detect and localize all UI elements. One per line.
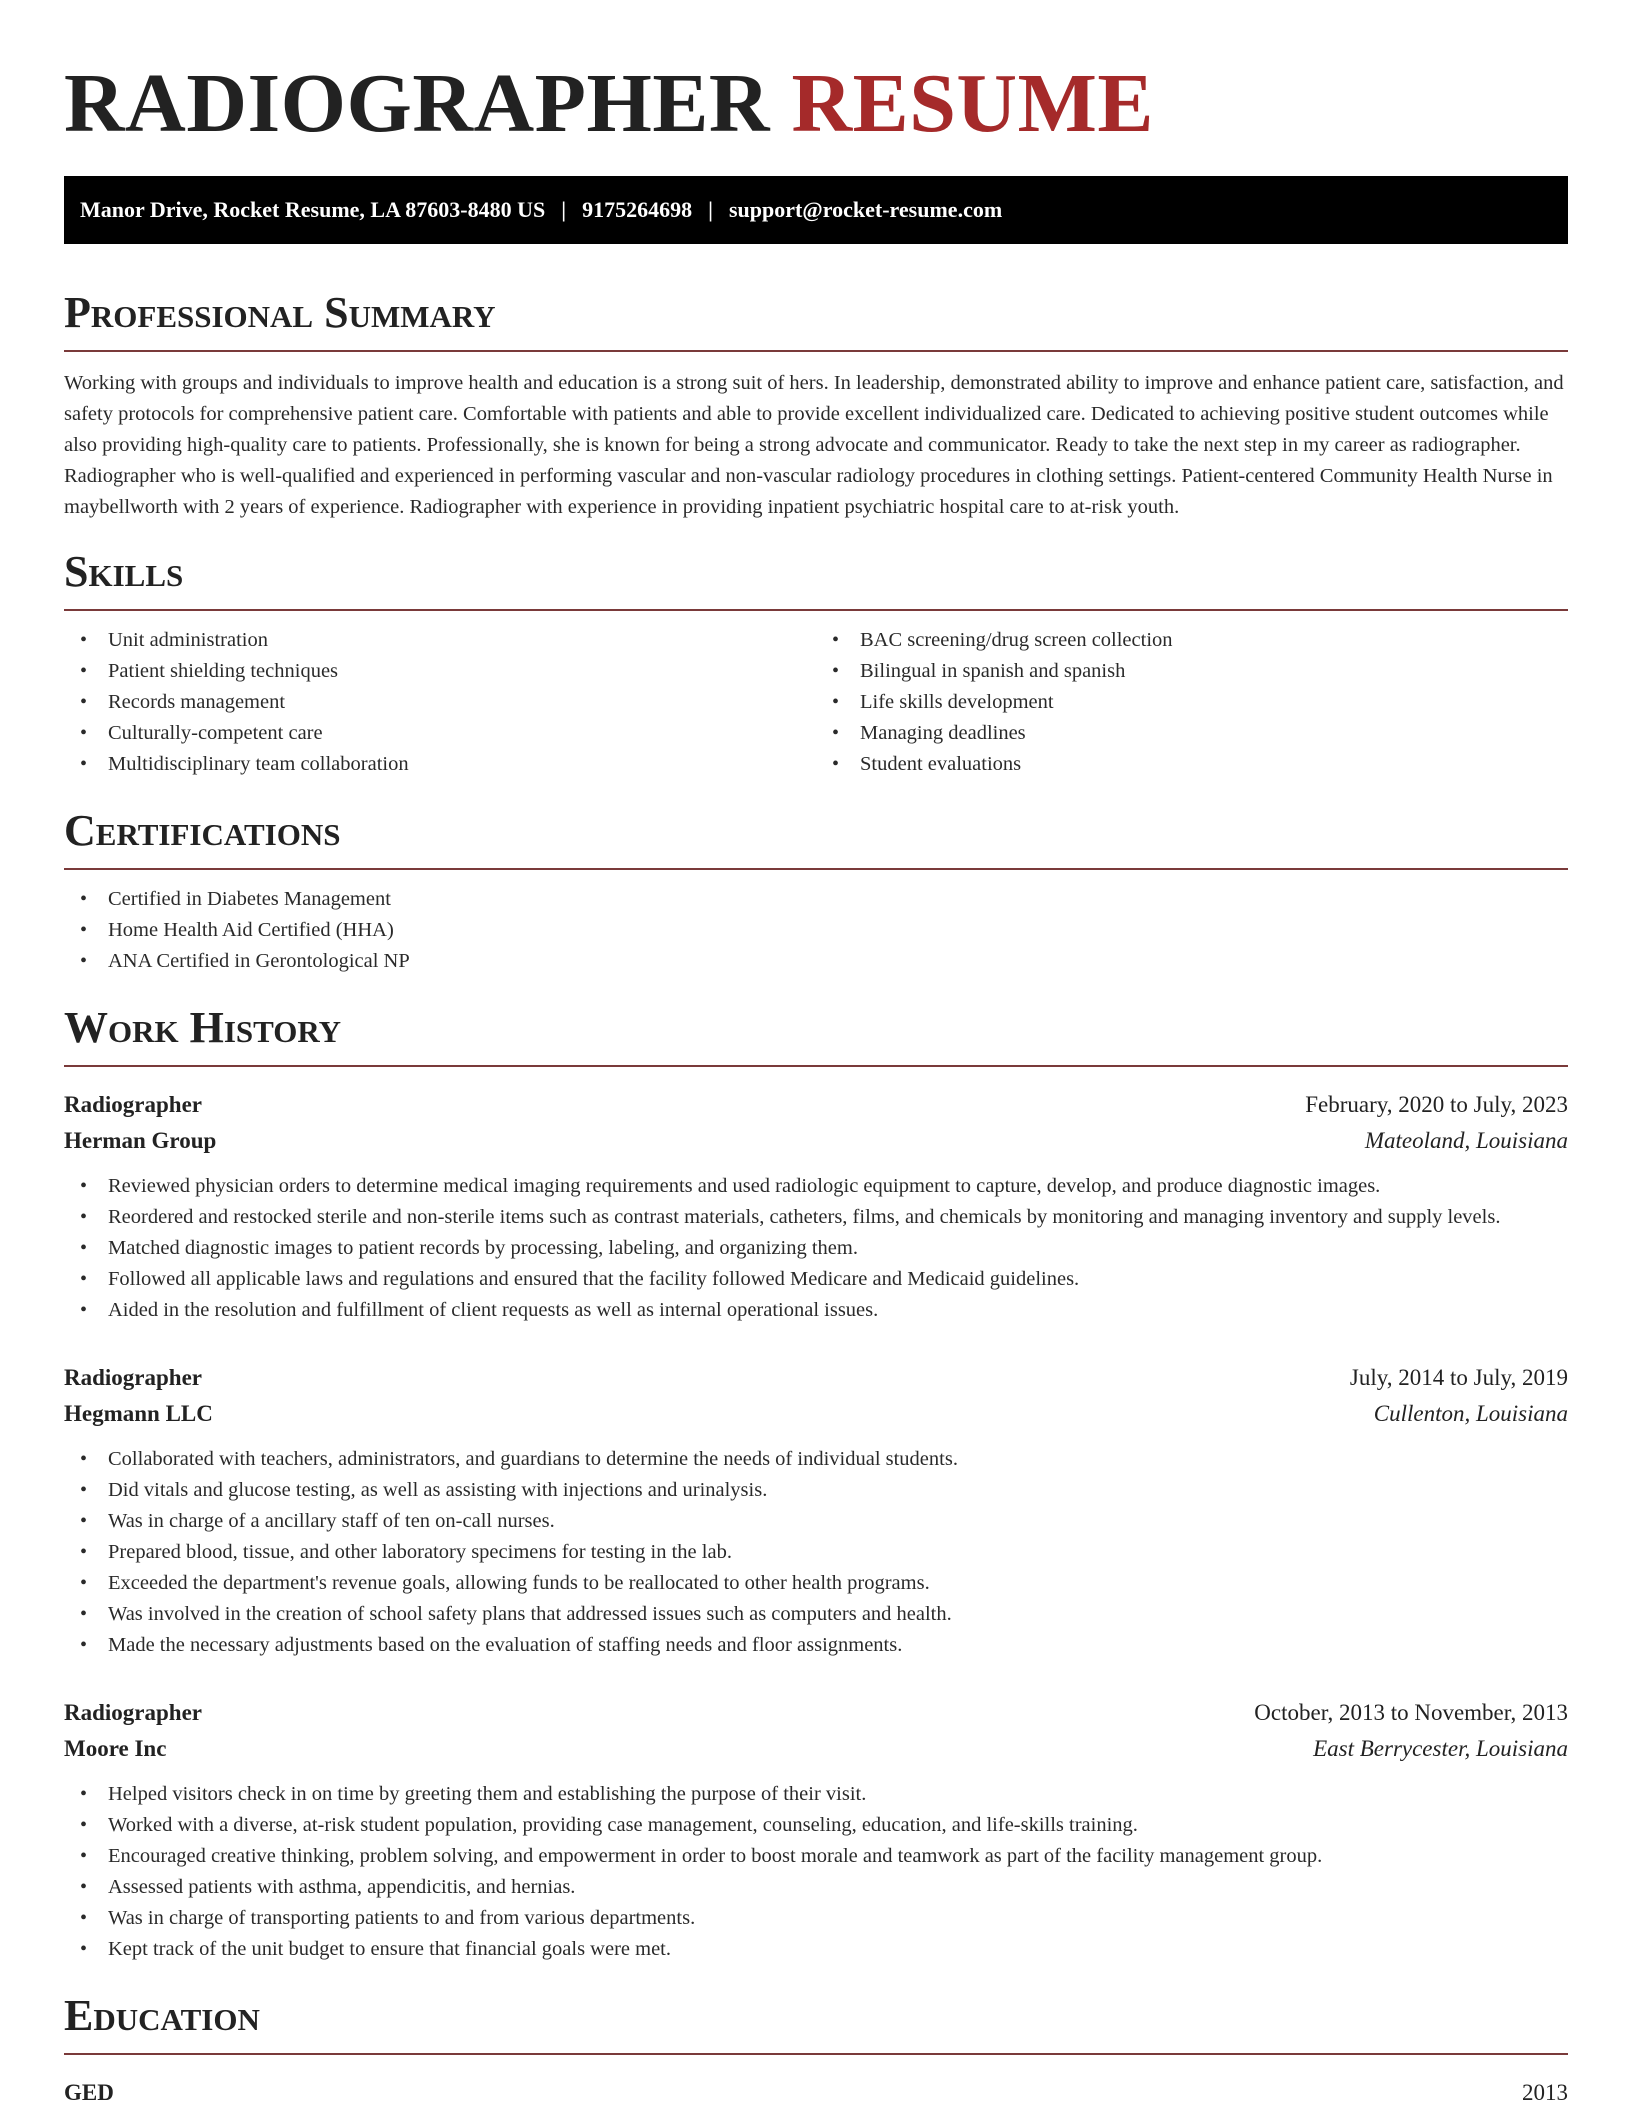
work-history-section — [64, 1003, 1568, 1965]
summary-section — [64, 288, 1568, 523]
duty-item: • Followed all applicable laws and regulations and ensured that the facility followed Medicare and Medicaid guidelines. — [64, 1264, 1568, 1295]
title-main: RADIOGRAPHER — [64, 57, 771, 150]
job-company: Hegmann LLC — [64, 1401, 213, 1426]
duty-item: • Did vitals and glucose testing, as well as assisting with injections and urinalysis. — [64, 1475, 1568, 1506]
education-degree: GED — [64, 2080, 114, 2105]
job-title: Radiographer — [64, 1092, 202, 1117]
duty-item: • Kept track of the unit budget to ensure that financial goals were met. — [64, 1934, 1568, 1965]
duty-item: • Exceeded the department's revenue goals, allowing funds to be reallocated to other health programs. — [64, 1568, 1568, 1599]
duty-item: • Assessed patients with asthma, appendicitis, and hernias. — [64, 1872, 1568, 1903]
job-dates: October, 2013 to November, 2013 — [1254, 1700, 1568, 1725]
job-dates: February, 2020 to July, 2023 — [1305, 1092, 1568, 1117]
duty-item: • Reviewed physician orders to determine medical imaging requirements and used radiologic equipment to capture, develop, and produce diagnostic images. — [64, 1171, 1568, 1202]
certifications-heading: Certifications — [64, 806, 1568, 870]
job-location: East Berrycester, Louisiana — [1313, 1736, 1568, 1761]
skills-list-right — [816, 625, 1568, 780]
resume-title — [64, 0, 1568, 152]
skill-item: • Culturally-competent care — [64, 718, 816, 749]
duty-item: • Encouraged creative thinking, problem solving, and empowerment in order to boost morale and teamwork as part of the facility management group. — [64, 1841, 1568, 1872]
certifications-section — [64, 806, 1568, 977]
skill-item: • Bilingual in spanish and spanish — [816, 656, 1568, 687]
contact-separator: | — [708, 197, 713, 222]
duty-item: • Worked with a diverse, at-risk student population, providing case management, counseling, education, and life-skills training. — [64, 1810, 1568, 1841]
skill-item: • Student evaluations — [816, 749, 1568, 780]
job-entry — [64, 1360, 1568, 1661]
summary-text: Working with groups and individuals to improve health and education is a strong suit of hers. In leadership, demonstrated ability to improve and enhance patient care, satisfaction, and safety protocols for comprehensive patient care. Comfortable with patients and able to provide excellent individualized care. Dedicated to achieving positive student outcomes while also providing high-quality care to patients. Professionally, she is known for being a strong advocate and communicator. Ready to take the next step in my career as radiographer. Radiographer who is well-qualified and experienced in performing vascular and non-vascular radiology procedures in clothing settings. Patient-centered Community Health Nurse in maybellworth with 2 years of experience. Radiographer with experience in providing inpatient psychiatric hospital care to at-risk youth. — [64, 372, 1564, 518]
job-entry — [64, 1087, 1568, 1326]
contact-address: Manor Drive, Rocket Resume, LA 87603-8480 US — [80, 197, 546, 222]
job-dates: July, 2014 to July, 2019 — [1349, 1365, 1568, 1390]
duty-item: • Reordered and restocked sterile and non-sterile items such as contrast materials, catheters, films, and chemicals by monitoring and managing inventory and supply levels. — [64, 1202, 1568, 1233]
certification-item: • ANA Certified in Gerontological NP — [64, 946, 1568, 977]
title-accent: RESUME — [791, 57, 1154, 150]
contact-separator: | — [561, 197, 567, 222]
job-duties — [64, 1444, 1568, 1661]
job-company: Herman Group — [64, 1128, 217, 1153]
summary-heading: Professional Summary — [64, 288, 1568, 352]
contact-email: support@rocket-resume.com — [728, 197, 1003, 222]
skills-list-left — [64, 625, 816, 780]
certification-item: • Home Health Aid Certified (HHA) — [64, 915, 1568, 946]
duty-item: • Collaborated with teachers, administrators, and guardians to determine the needs of individual students. — [64, 1444, 1568, 1475]
skill-item: • Life skills development — [816, 687, 1568, 718]
skill-item: • Multidisciplinary team collaboration — [64, 749, 816, 780]
certifications-list — [64, 884, 1568, 977]
job-entry — [64, 1695, 1568, 1965]
education-year: 2013 — [1522, 2080, 1568, 2105]
skills-columns — [64, 611, 1568, 780]
education-heading: Education — [64, 1991, 1568, 2055]
duty-item: • Was in charge of transporting patients to and from various departments. — [64, 1903, 1568, 1934]
job-location: Mateoland, Louisiana — [1364, 1128, 1568, 1153]
duty-item: • Helped visitors check in on time by greeting them and establishing the purpose of their visit. — [64, 1779, 1568, 1810]
skills-heading: Skills — [64, 547, 1568, 611]
skill-item: • Patient shielding techniques — [64, 656, 816, 687]
duty-item: • Made the necessary adjustments based on the evaluation of staffing needs and floor assignments. — [64, 1630, 1568, 1661]
skill-item: • BAC screening/drug screen collection — [816, 625, 1568, 656]
job-company: Moore Inc — [64, 1736, 167, 1761]
duty-item: • Was involved in the creation of school safety plans that addressed issues such as computers and health. — [64, 1599, 1568, 1630]
duty-item: • Was in charge of a ancillary staff of ten on-call nurses. — [64, 1506, 1568, 1537]
education-row — [64, 2075, 1568, 2111]
contact-bar — [64, 176, 1568, 244]
duty-item: • Prepared blood, tissue, and other laboratory specimens for testing in the lab. — [64, 1537, 1568, 1568]
job-company-row — [64, 1396, 1568, 1432]
work-history-heading: Work History — [64, 1003, 1568, 1067]
duty-item: • Aided in the resolution and fulfillment of client requests as well as internal operational issues. — [64, 1295, 1568, 1326]
job-title-row — [64, 1695, 1568, 1731]
job-duties — [64, 1171, 1568, 1326]
job-title-row — [64, 1360, 1568, 1396]
duty-item: • Matched diagnostic images to patient records by processing, labeling, and organizing them. — [64, 1233, 1568, 1264]
skill-item: • Unit administration — [64, 625, 816, 656]
job-title-row — [64, 1087, 1568, 1123]
job-location: Cullenton, Louisiana — [1373, 1401, 1568, 1426]
education-section — [64, 1991, 1568, 2111]
job-duties — [64, 1779, 1568, 1965]
job-company-row — [64, 1731, 1568, 1767]
job-title: Radiographer — [64, 1700, 202, 1725]
certification-item: • Certified in Diabetes Management — [64, 884, 1568, 915]
contact-phone: 9175264698 — [582, 197, 693, 222]
skill-item: • Records management — [64, 687, 816, 718]
skill-item: • Managing deadlines — [816, 718, 1568, 749]
job-title: Radiographer — [64, 1365, 202, 1390]
job-company-row — [64, 1123, 1568, 1159]
skills-section — [64, 547, 1568, 780]
